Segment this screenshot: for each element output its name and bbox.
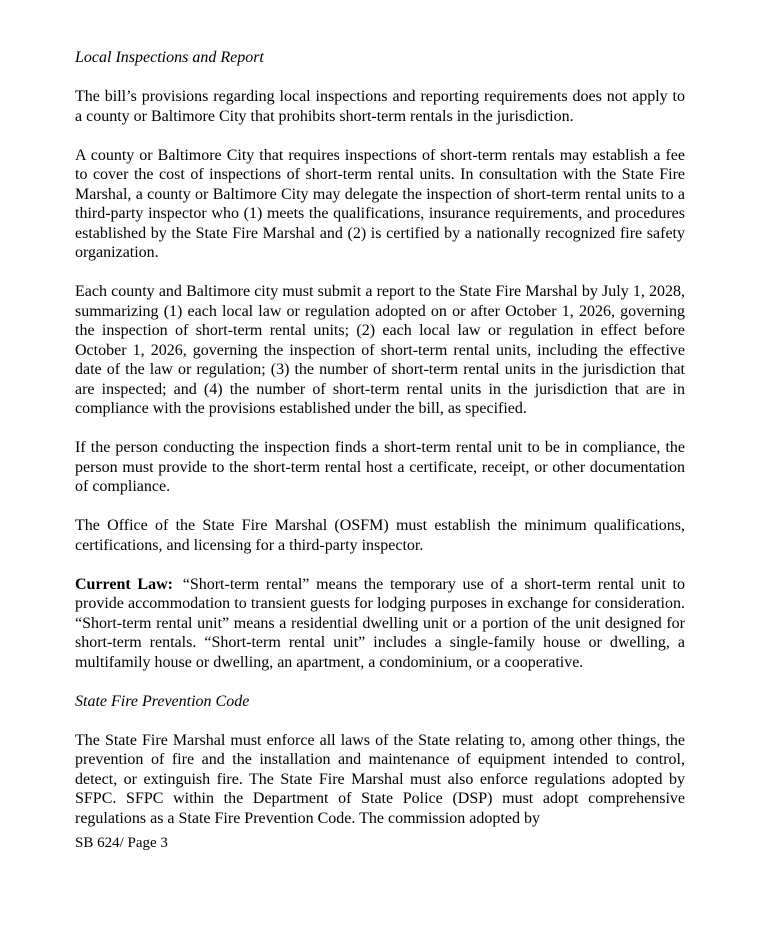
paragraph-current-law	[75, 575, 685, 673]
page-footer: SB 624/ Page 3	[75, 835, 168, 851]
paragraph-osfm-qualifications: The Office of the State Fire Marshal (OSFM) must establish the minimum qualifications, certifications, and licensing for a third-party inspector.	[75, 517, 685, 554]
paragraph-fees-and-delegation: A county or Baltimore City that requires inspections of short-term rentals may establish a fee to cover the cost of inspections of short-term rental units. In consultation with the State Fire Marshal, a county or Baltimore City may delegate the inspection of short-term rental units to a third-party inspector who (1) meets the qualifications, insurance requirements, and procedures established by the State Fire Marshal and (2) is certified by a nationally recognized fire safety organization.	[75, 146, 685, 261]
paragraph-fire-marshal-enforcement: The State Fire Marshal must enforce all laws of the State relating to, among other things, the prevention of fire and the installation and maintenance of equipment intended to control, detect, or extinguish fire. The State Fire Marshal must also enforce regulations adopted by SFPC. SFPC within the Department of State Police (DSP) must adopt comprehensive regulations as a State Fire Prevention Code. The commission adopted by	[75, 731, 685, 827]
current-law-text: “Short-term rental” means the temporary use of a short-term rental unit to provide accommodation to transient guests for lodging purposes in exchange for consideration. “Short-term rental unit” means a residential dwelling unit or a portion of the unit designed for short-term rentals. “Short-term rental unit” includes a single-family house or dwelling, a multifamily house or dwelling, an apartment, a condominium, or a cooperative.	[75, 575, 686, 671]
paragraph-applicability: The bill’s provisions regarding local inspections and reporting requirements does not apply to a county or Baltimore City that prohibits short-term rentals in the jurisdiction.	[75, 88, 685, 125]
paragraph-compliance-documentation: If the person conducting the inspection finds a short-term rental unit to be in compliance, the person must provide to the short-term rental host a certificate, receipt, or other documentation of compliance.	[75, 439, 685, 495]
section-heading-state-fire-prevention-code: State Fire Prevention Code	[75, 692, 250, 710]
current-law-label: Current Law:	[75, 575, 173, 593]
paragraph-report-requirements: Each county and Baltimore city must submit a report to the State Fire Marshal by July 1, 2028, summarizing (1) each local law or regulation adopted on or after October 1, 2026, governing the inspection of short-term rental units; (2) each local law or regulation in effect before October 1, 2026, governing the inspection of short-term rental units, including the effective date of the law or regulation; (3) the number of short-term rental units in the jurisdiction that are inspected; and (4) the number of short-term rental units in the jurisdiction that are in compliance with the provisions established under the bill, as specified.	[75, 283, 685, 417]
section-heading-local-inspections-and-report: Local Inspections and Report	[75, 49, 264, 66]
